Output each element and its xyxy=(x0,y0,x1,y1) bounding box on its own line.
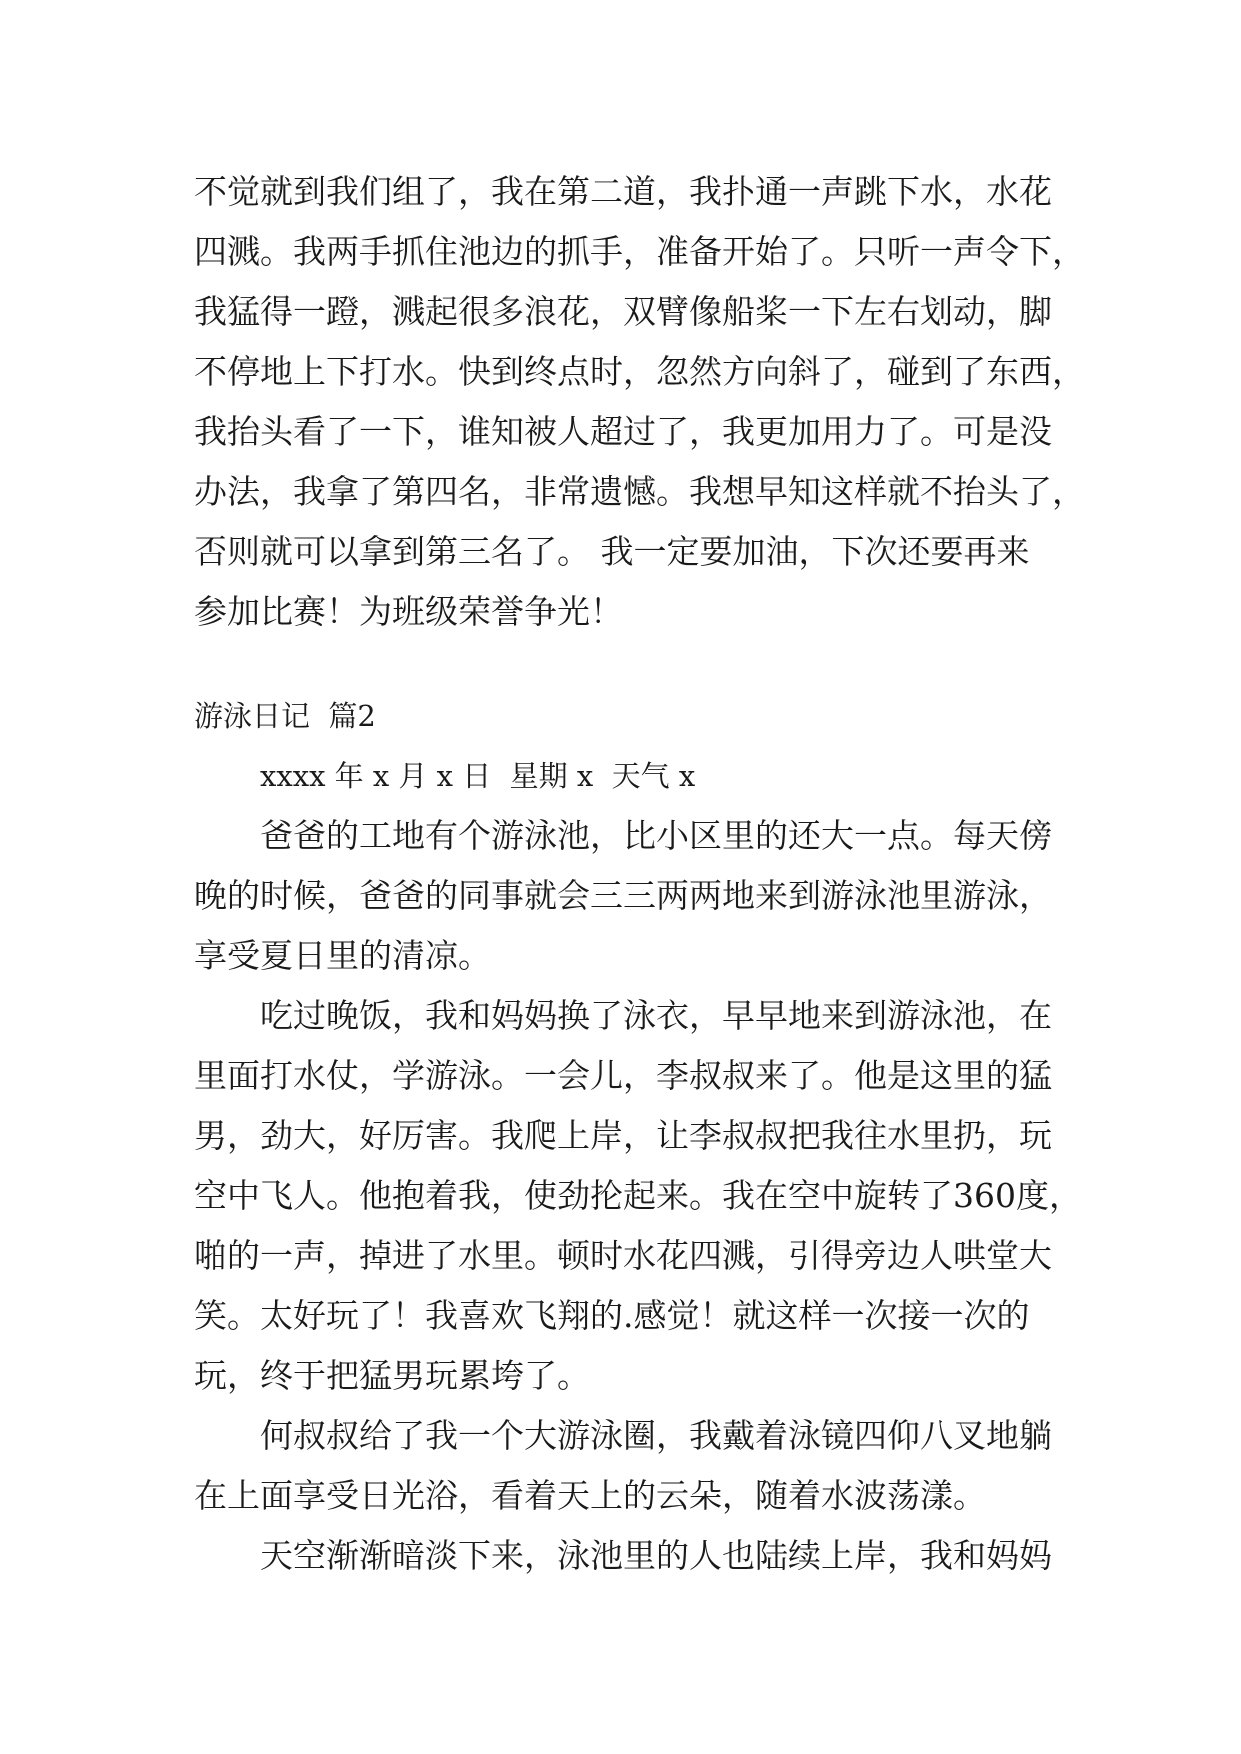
paragraph-line: 我抬头看了一下，谁知被人超过了，我更加用力了。可是没 xyxy=(194,412,1052,451)
paragraph-line: 办法，我拿了第四名，非常遗憾。我想早知这样就不抬头了， xyxy=(194,472,1085,511)
paragraph-1 xyxy=(194,806,1114,986)
paragraph-line: 四溅。我两手抓住池边的抓手，准备开始了。只听一声令下， xyxy=(194,232,1085,271)
paragraph-line: 享受夏日里的清凉。 xyxy=(194,936,491,975)
paragraph-line: 天空渐渐暗淡下来，泳池里的人也陆续上岸，我和妈妈 xyxy=(260,1536,1052,1575)
paragraph-line: 笑。太好玩了！我喜欢飞翔的.感觉！就这样一次接一次的 xyxy=(194,1296,1030,1335)
paragraph-3 xyxy=(194,1406,1114,1526)
paragraph-line: 里面打水仗，学游泳。一会儿，李叔叔来了。他是这里的猛 xyxy=(194,1056,1052,1095)
continued-paragraph xyxy=(194,162,1114,642)
document-page xyxy=(194,162,1114,1586)
paragraph-line: 吃过晚饭，我和妈妈换了泳衣，早早地来到游泳池，在 xyxy=(260,996,1052,1035)
paragraph-line: 在上面享受日光浴，看着天上的云朵，随着水波荡漾。 xyxy=(194,1476,986,1515)
paragraph-2 xyxy=(194,986,1114,1406)
paragraph-4 xyxy=(194,1526,1114,1586)
paragraph-line: 我猛得一蹬，溅起很多浪花，双臂像船桨一下左右划动，脚 xyxy=(194,292,1052,331)
section-title: 游泳日记 篇2 xyxy=(194,699,376,733)
paragraph-line: 何叔叔给了我一个大游泳圈，我戴着泳镜四仰八叉地躺 xyxy=(260,1416,1052,1455)
paragraph-line: 否则就可以拿到第三名了。 我一定要加油，下次还要再来 xyxy=(194,532,1030,571)
paragraph-line: 男，劲大，好厉害。我爬上岸，让李叔叔把我往水里扔，玩 xyxy=(194,1116,1052,1155)
paragraph-line: 爸爸的工地有个游泳池，比小区里的还大一点。每天傍 xyxy=(260,816,1052,855)
paragraph-line: 参加比赛！为班级荣誉争光！ xyxy=(194,592,623,631)
paragraph-line: 空中飞人。他抱着我，使劲抡起来。我在空中旋转了360度， xyxy=(194,1176,1082,1215)
paragraph-line: 晚的时候，爸爸的同事就会三三两两地来到游泳池里游泳， xyxy=(194,876,1052,915)
date-line: xxxx 年 x 月 x 日 星期 x 天气 x xyxy=(260,759,696,793)
paragraph-line: 不觉就到我们组了，我在第二道，我扑通一声跳下水，水花 xyxy=(194,172,1052,211)
paragraph-line: 玩，终于把猛男玩累垮了。 xyxy=(194,1356,590,1395)
paragraph-line: 啪的一声，掉进了水里。顿时水花四溅，引得旁边人哄堂大 xyxy=(194,1236,1052,1275)
paragraph-line: 不停地上下打水。快到终点时，忽然方向斜了，碰到了东西， xyxy=(194,352,1085,391)
